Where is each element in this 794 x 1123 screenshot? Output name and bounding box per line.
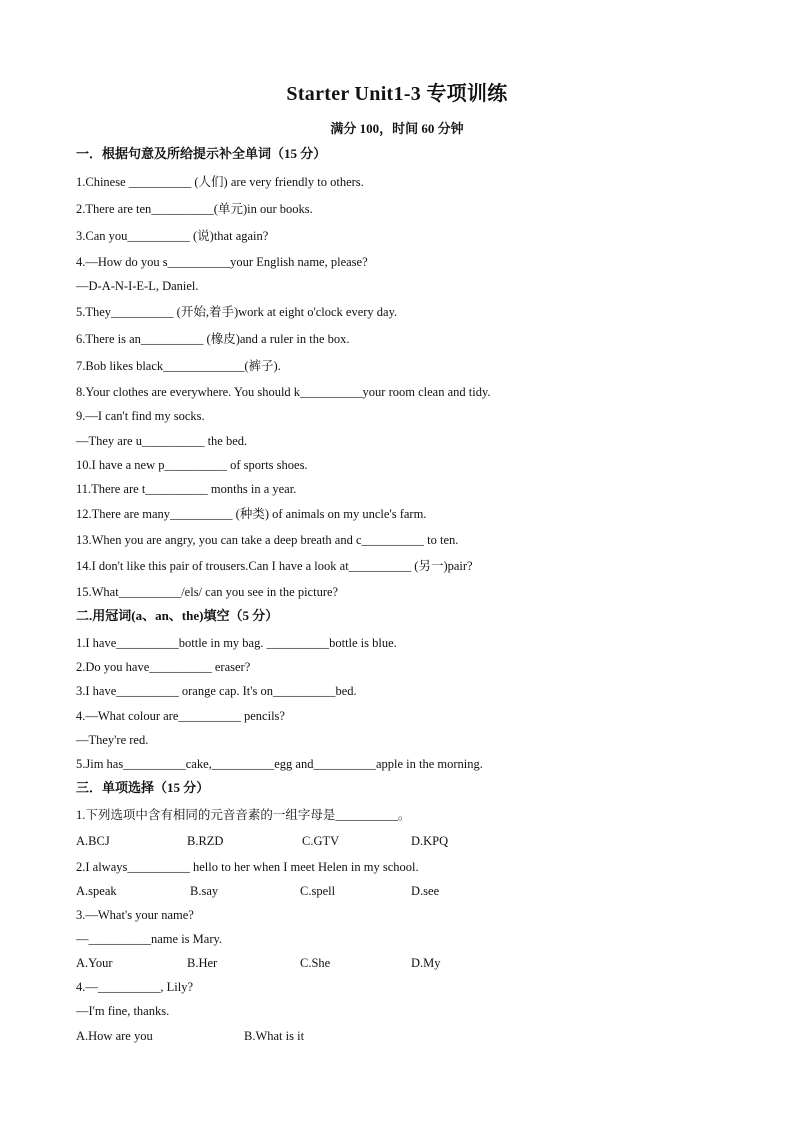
s3-question-3-answer: —__________name is Mary. — [76, 932, 223, 946]
s2-item-4-answer: —They're red. — [76, 733, 149, 747]
s3-q1-option-d: D.KPQ — [411, 834, 449, 848]
s3-q2-option-c: C.spell — [300, 884, 336, 898]
s3-q2-option-d: D.see — [411, 884, 440, 898]
page-title: Starter Unit1-3 专项训练 — [286, 83, 508, 105]
s1-item-14: 14.I don't like this pair of trousers.Can I have a look at__________ (另一)pair? — [76, 559, 473, 573]
s3-q4-option-a: A.How are you — [76, 1029, 153, 1043]
s3-question-1: 1.下列选项中含有相同的元音音素的一组字母是__________。 — [76, 808, 411, 822]
s1-item-1: 1.Chinese __________ (人们) are very friendly to others. — [76, 175, 364, 189]
s3-q2-option-a: A.speak — [76, 884, 117, 898]
s1-item-4-answer: —D-A-N-I-E-L, Daniel. — [76, 279, 199, 293]
s2-item-4: 4.—What colour are__________ pencils? — [76, 709, 285, 723]
s3-q3-option-b: B.Her — [187, 956, 218, 970]
s1-item-8: 8.Your clothes are everywhere. You should k__________your room clean and tidy. — [76, 385, 491, 399]
s1-item-6: 6.There is an__________ (橡皮)and a ruler in the box. — [76, 332, 350, 346]
s2-item-5: 5.Jim has__________cake,__________egg and__________apple in the morning. — [76, 757, 483, 771]
section2-heading: 二.用冠词(a、an、the)填空（5 分） — [76, 608, 279, 623]
s1-item-7: 7.Bob likes black_____________(裤子). — [76, 359, 281, 373]
s1-item-15: 15.What__________/els/ can you see in the picture? — [76, 585, 339, 599]
s1-item-4: 4.—How do you s__________your English name, please? — [76, 255, 368, 269]
s2-item-1: 1.I have__________bottle in my bag. __________bottle is blue. — [76, 636, 397, 650]
section3-heading: 三．单项选择（15 分） — [76, 780, 210, 795]
s1-item-10: 10.I have a new p__________ of sports shoes. — [76, 458, 308, 472]
s3-q1-option-a: A.BCJ — [76, 834, 110, 848]
s3-q1-option-c: C.GTV — [302, 834, 340, 848]
page-subtitle: 满分 100，时间 60 分钟 — [330, 121, 464, 136]
s3-question-2: 2.I always__________ hello to her when I meet Helen in my school. — [76, 860, 419, 874]
s2-item-3: 3.I have__________ orange cap. It's on__________bed. — [76, 684, 357, 698]
s3-question-3: 3.—What's your name? — [76, 908, 194, 922]
s3-q3-option-d: D.My — [411, 956, 441, 970]
s1-item-12: 12.There are many__________ (种类) of animals on my uncle's farm. — [76, 507, 427, 521]
s3-q3-option-c: C.She — [300, 956, 331, 970]
s2-item-2: 2.Do you have__________ eraser? — [76, 660, 251, 674]
s3-q1-option-b: B.RZD — [187, 834, 224, 848]
s1-item-11: 11.There are t__________ months in a year. — [76, 482, 297, 496]
s1-item-3: 3.Can you__________ (说)that again? — [76, 229, 269, 243]
s3-q3-option-a: A.Your — [76, 956, 113, 970]
s1-item-2: 2.There are ten__________(单元)in our books. — [76, 202, 313, 216]
s1-item-9: 9.—I can't find my socks. — [76, 409, 205, 423]
s3-question-4: 4.—__________, Lily? — [76, 980, 194, 994]
s3-question-4-answer: —I'm fine, thanks. — [76, 1004, 170, 1018]
s3-q2-option-b: B.say — [190, 884, 219, 898]
s1-item-5: 5.They__________ (开始,着手)work at eight o'clock every day. — [76, 305, 398, 319]
section1-heading: 一．根据句意及所给提示补全单词（15 分） — [76, 146, 327, 161]
s1-item-13: 13.When you are angry, you can take a deep breath and c__________ to ten. — [76, 533, 459, 547]
s3-q4-option-b: B.What is it — [244, 1029, 305, 1043]
s1-item-9-answer: —They are u__________ the bed. — [76, 434, 248, 448]
